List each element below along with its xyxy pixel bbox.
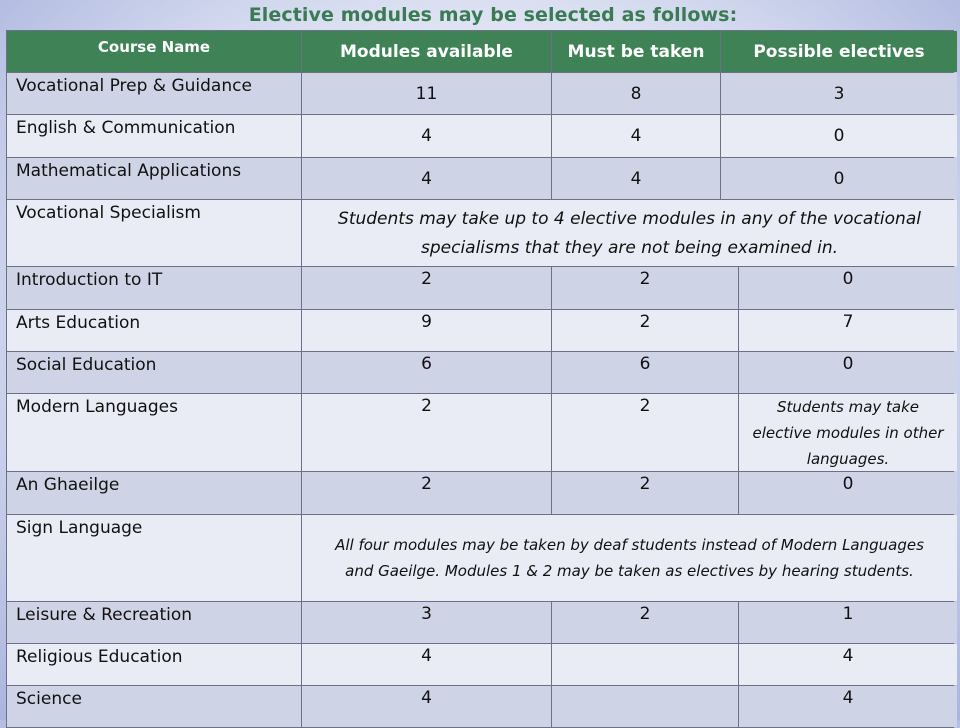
- course-name: An Ghaeilge: [7, 472, 301, 514]
- course-name: Sign Language: [7, 515, 301, 601]
- course-name: Modern Languages: [7, 394, 301, 471]
- modern-languages-electives-note: Students may take elective modules in other languages.: [739, 394, 957, 471]
- must-be-taken: [552, 644, 738, 685]
- header-must-be-taken: Must be taken: [552, 31, 720, 72]
- must-be-taken: 4: [552, 115, 720, 157]
- course-name: Leisure & Recreation: [7, 602, 301, 643]
- header-modules-available: Modules available: [302, 31, 551, 72]
- must-be-taken: 6: [552, 352, 738, 393]
- modules-available: 4: [302, 115, 551, 157]
- possible-electives: 4: [739, 644, 957, 685]
- must-be-taken: 2: [552, 267, 738, 309]
- course-name: Vocational Prep & Guidance: [7, 73, 301, 114]
- course-name: Arts Education: [7, 310, 301, 351]
- possible-electives: 7: [739, 310, 957, 351]
- course-name: Vocational Specialism: [7, 200, 301, 266]
- course-name: Religious Education: [7, 644, 301, 685]
- modules-available: 11: [302, 73, 551, 114]
- course-name: Social Education: [7, 352, 301, 393]
- must-be-taken: 8: [552, 73, 720, 114]
- possible-electives: 0: [739, 267, 957, 309]
- possible-electives: 0: [721, 115, 957, 157]
- header-possible-electives: Possible electives: [721, 31, 957, 72]
- possible-electives: 0: [739, 472, 957, 514]
- vocational-specialism-note: Students may take up to 4 elective modules in any of the vocational specialisms that they are not being examined in.: [302, 200, 957, 266]
- modules-available: 3: [302, 602, 551, 643]
- possible-electives: 3: [721, 73, 957, 114]
- sign-language-note: All four modules may be taken by deaf students instead of Modern Languages and Gaeilge. Modules 1 & 2 may be taken as electives by hearing students.: [302, 515, 957, 601]
- page-title: Elective modules may be selected as follows:: [248, 4, 738, 26]
- course-name: English & Communication: [7, 115, 301, 157]
- modules-available: 6: [302, 352, 551, 393]
- possible-electives: 0: [721, 158, 957, 199]
- modules-available: 4: [302, 158, 551, 199]
- course-name: Science: [7, 686, 301, 727]
- modules-available: 2: [302, 472, 551, 514]
- modules-available: 2: [302, 267, 551, 309]
- possible-electives: 0: [739, 352, 957, 393]
- must-be-taken: 2: [552, 394, 738, 471]
- must-be-taken: 2: [552, 472, 738, 514]
- possible-electives: 4: [739, 686, 957, 727]
- elective-modules-table: [6, 30, 954, 728]
- must-be-taken: [552, 686, 738, 727]
- modules-available: 4: [302, 686, 551, 727]
- must-be-taken: 2: [552, 310, 738, 351]
- possible-electives: 1: [739, 602, 957, 643]
- course-name: Introduction to IT: [7, 267, 301, 309]
- must-be-taken: 2: [552, 602, 738, 643]
- must-be-taken: 4: [552, 158, 720, 199]
- header-course-name: Course Name: [7, 31, 301, 72]
- modules-available: 9: [302, 310, 551, 351]
- course-name: Mathematical Applications: [7, 158, 301, 199]
- modules-available: 4: [302, 644, 551, 685]
- modules-available: 2: [302, 394, 551, 471]
